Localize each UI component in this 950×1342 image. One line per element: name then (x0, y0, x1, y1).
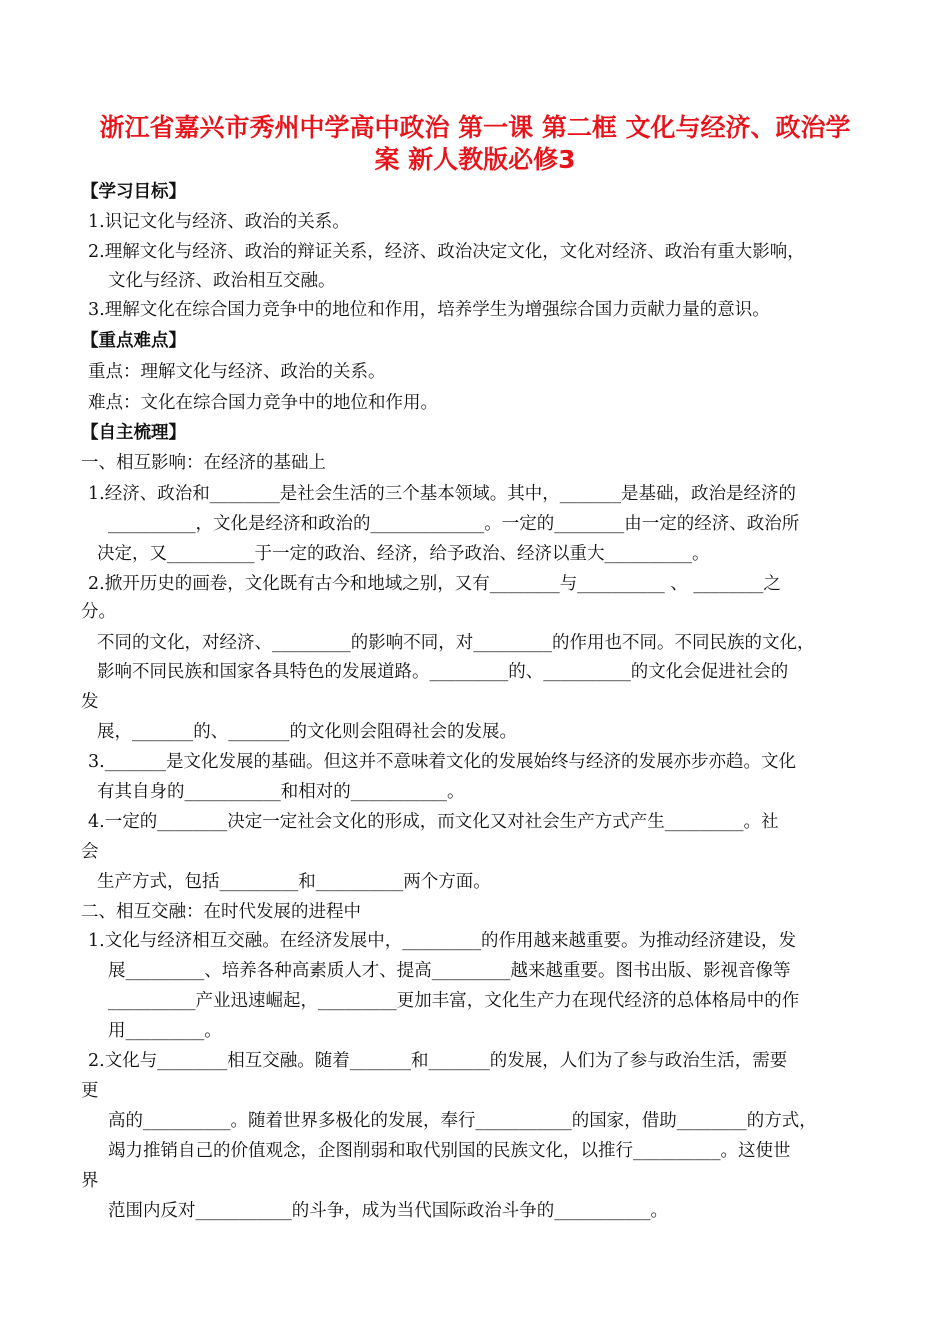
exercise-line: 生产方式，包括_________和__________两个方面。 (97, 872, 491, 892)
key-points-heading: 【重点难点】 (81, 331, 186, 351)
exercise-line: 会 (81, 842, 99, 862)
section-2-title: 二、相互交融：在时代发展的进程中 (81, 902, 361, 922)
goal-item: 3.理解文化在综合国力竞争中的地位和作用，培养学生为增强综合国力贡献力量的意识。 (88, 300, 770, 320)
exercise-line: 竭力推销自己的价值观念，企图削弱和取代别国的民族文化，以推行__________。这使世 (108, 1141, 791, 1161)
goal-item: 文化与经济、政治相互交融。 (108, 271, 336, 291)
exercise-line: __________产业迅速崛起，_________更加丰富，文化生产力在现代经济的总体格局中的作 (108, 991, 800, 1011)
exercise-line: 界 (81, 1171, 99, 1191)
exercise-line: 展，_______的、_______的文化则会阻碍社会的发展。 (97, 722, 517, 742)
exercise-line: 1.经济、政治和________是社会生活的三个基本领域。其中，_______是基础，政治是经济的 (88, 484, 796, 504)
exercise-line: 2.掀开历史的画卷，文化既有古今和地域之别，又有________与__________ 、 ________之 (88, 574, 781, 594)
goal-item: 1.识记文化与经济、政治的关系。 (88, 212, 350, 232)
title-line-2: 案 新人教版必修3 (374, 145, 576, 174)
exercise-line: 决定，又__________于一定的政治、经济，给予政治、经济以重大__________。 (97, 544, 710, 564)
exercise-line: 高的__________。随着世界多极化的发展，奉行___________的国家，借助________的方式， (108, 1111, 817, 1131)
title-line-1: 浙江省嘉兴市秀州中学高中政治 第一课 第二框 文化与经济、政治学 (99, 113, 851, 142)
exercise-line: 范围内反对___________的斗争，成为当代国际政治斗争的___________。 (108, 1201, 668, 1221)
exercise-line: 展_________、培养各种高素质人才、提高_________越来越重要。图书出版、影视音像等 (108, 961, 791, 981)
section-1-title: 一、相互影响：在经济的基础上 (81, 453, 326, 473)
focus-point: 重点：理解文化与经济、政治的关系。 (88, 362, 386, 382)
exercise-line: 不同的文化，对经济、_________的影响不同，对_________的作用也不同。不同民族的文化， (97, 633, 815, 653)
exercise-line: 分。 (81, 602, 116, 622)
self-study-heading: 【自主梳理】 (81, 423, 186, 443)
difficulty-point: 难点：文化在综合国力竞争中的地位和作用。 (88, 393, 438, 413)
exercise-line: __________，文化是经济和政治的_____________。一定的________由一定的经济、政治所 (108, 514, 800, 534)
exercise-line: 更 (81, 1081, 99, 1101)
goal-item: 2.理解文化与经济、政治的辩证关系，经济、政治决定文化，文化对经济、政治有重大影响， (88, 242, 805, 262)
exercise-line: 影响不同民族和国家各具特色的发展道路。_________的、__________的文化会促进社会的 (97, 662, 789, 682)
exercise-line: 发 (81, 692, 99, 712)
exercise-line: 1.文化与经济相互交融。在经济发展中，_________的作用越来越重要。为推动经济建设，发 (88, 931, 796, 951)
exercise-line: 2.文化与________相互交融。随着_______和_______的发展，人们为了参与政治生活，需要 (88, 1051, 788, 1071)
exercise-line: 4.一定的________决定一定社会文化的形成，而文化又对社会生产方式产生_________。社 (88, 812, 779, 832)
exercise-line: 用_________。 (108, 1021, 222, 1041)
exercise-line: 有其自身的___________和相对的___________。 (97, 782, 465, 802)
exercise-line: 3._______是文化发展的基础。但这并不意味着文化的发展始终与经济的发展亦步亦趋。文化 (88, 752, 796, 772)
page-title (60, 112, 890, 176)
learning-goals-heading: 【学习目标】 (81, 182, 186, 202)
